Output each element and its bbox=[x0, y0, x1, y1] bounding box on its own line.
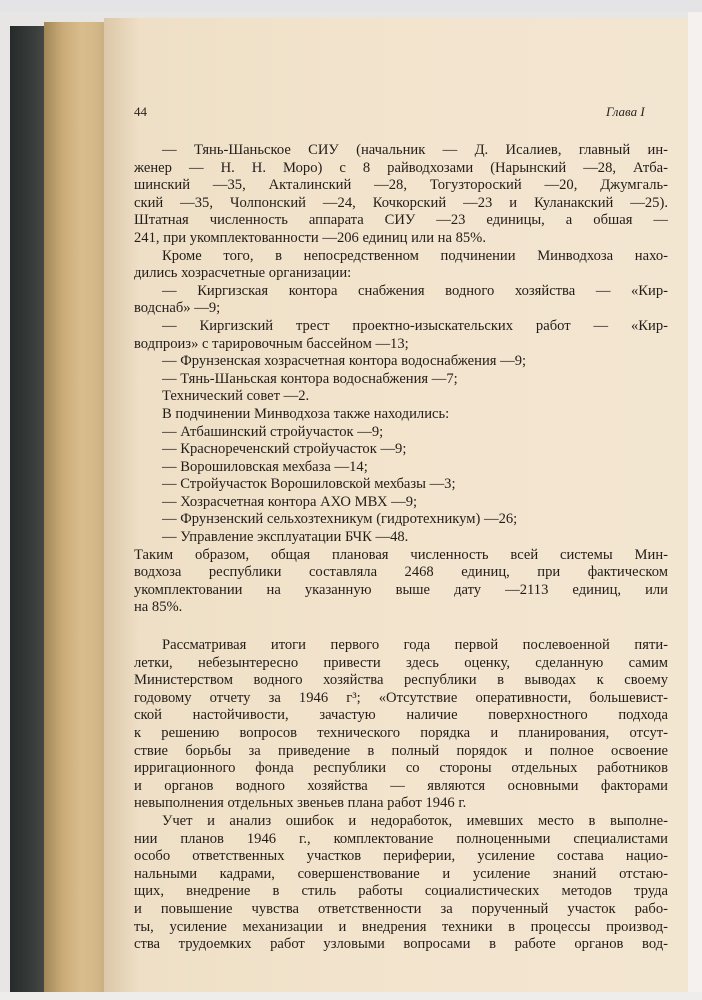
text-line: Штатная численность аппарата СИУ —23 единицы, а обшая — bbox=[134, 212, 668, 229]
text-line: — Атбашинский стройучасток —9; bbox=[162, 423, 384, 440]
text-line: щих, внедрение в стиль работы социалистических методов труда bbox=[134, 883, 668, 900]
text-line: ский —35, Чолпонский —24, Кочкорский —23 и Куланакский —25). bbox=[134, 194, 668, 211]
text-line: — Стройучасток Ворошиловской мехбазы —3; bbox=[162, 476, 456, 493]
text-line: годовому отчету за 1946 г³; «Отсутствие оперативности, большевист- bbox=[134, 689, 668, 706]
text-line: Таким образом, общая плановая численность всей системы Мин- bbox=[134, 546, 668, 563]
text-line: ирригационного фонда республики со стороны отдельных работников bbox=[134, 760, 668, 777]
text-line: — Краснореченский стройучасток —9; bbox=[162, 441, 407, 458]
scan-background-right bbox=[688, 12, 702, 1000]
text-line: шинский —35, Акталинский —28, Тогузтороский —20, Джумгаль- bbox=[134, 177, 668, 194]
text-line: — Тянь-Шаньское СИУ (начальник — Д. Исалиев, главный ин- bbox=[162, 142, 668, 158]
text-line: дились хозрасчетные организации: bbox=[134, 265, 352, 282]
scan-background-bottom bbox=[0, 992, 702, 1000]
text-line: женер — Н. Н. Моро) с 8 райводхозами (Нарынский —28, Атба- bbox=[134, 159, 668, 176]
text-line: — Управление эксплуатации БЧК —48. bbox=[162, 529, 409, 546]
text-line: летки, небезынтересно привести здесь оценку, сделанную самим bbox=[134, 654, 668, 671]
text-line: и повышение чувства ответственности за порученный участок рабо- bbox=[134, 900, 668, 917]
text-line: Министерством водного хозяйства республики в выводах к своему bbox=[134, 672, 668, 689]
text-line: — Киргизская контора снабжения водного хозяйства — «Кир- bbox=[162, 282, 668, 299]
scan-background-top bbox=[0, 0, 702, 12]
text-line: укомплектовании на указанную выше дату —2113 единиц, или bbox=[134, 581, 668, 598]
chapter-header: Глава I bbox=[606, 104, 645, 119]
text-line: ты, усиление механизации и внедрения техники в процессы производ- bbox=[134, 918, 668, 935]
text-line: ской настойчивости, зачастую наличие поверхностного подхода bbox=[134, 707, 668, 724]
page-number: 44 bbox=[134, 104, 147, 119]
text-line: — Хозрасчетная контора АХО МВХ —9; bbox=[162, 493, 418, 510]
text-line: и органов водного хозяйства — являются основными факторами bbox=[134, 777, 668, 794]
text-line: В подчинении Минводхоза также находились: bbox=[162, 405, 450, 422]
text-line: 241, при укомплектованности —206 единиц или на 85%. bbox=[134, 229, 486, 246]
text-line: водхоза республики составляла 2468 единиц, при фактическом bbox=[134, 564, 668, 581]
text-line: нии планов 1946 г., комплектование полноценными специалистами bbox=[134, 830, 668, 847]
text-line: Кроме того, в непосредственном подчинении Минводхоза нахо- bbox=[162, 247, 668, 264]
text-line: невыполнения отдельных звеньев плана работ 1946 г. bbox=[134, 795, 467, 812]
text-line: водпроиз» с тарировочным бассейном —13; bbox=[134, 335, 409, 352]
scanner-dark-margin bbox=[10, 26, 46, 992]
paragraph-gap bbox=[134, 617, 668, 637]
text-line: Технический совет —2. bbox=[162, 388, 310, 405]
text-line: — Фрунзенский сельхозтехникум (гидротехникум) —26; bbox=[162, 511, 518, 528]
text-line: — Тянь-Шаньская контора водоснабжения —7; bbox=[162, 370, 458, 387]
text-line: — Фрунзенская хозрасчетная контора водоснабжения —9; bbox=[162, 353, 527, 370]
text-line: к решению вопросов технического порядка и планирования, отсут- bbox=[134, 725, 668, 741]
text-line: — Киргизский трест проектно-изыскательских работ — «Кир- bbox=[162, 317, 668, 334]
body-text bbox=[134, 142, 668, 954]
text-line: особо ответственных участков периферии, усиление состава нацио- bbox=[134, 848, 668, 865]
text-line: нальными кадрами, совершенствование и усиление знаний отстаю- bbox=[134, 865, 668, 882]
text-line: Рассматривая итоги первого года первой послевоенной пяти- bbox=[162, 637, 668, 654]
book-spine-edge bbox=[44, 22, 106, 992]
text-line: водснаб» —9; bbox=[134, 300, 221, 317]
text-line: ства трудоемких работ узловыми вопросами в работе органов вод- bbox=[134, 936, 668, 953]
text-line: — Ворошиловская мехбаза —14; bbox=[162, 458, 368, 475]
text-line: на 85%. bbox=[134, 599, 183, 616]
text-line: ствие борьбы за приведение в полный порядок и полное освоение bbox=[134, 742, 668, 759]
text-line: Учет и анализ ошибок и недоработок, имевших место в выполне- bbox=[162, 812, 668, 829]
